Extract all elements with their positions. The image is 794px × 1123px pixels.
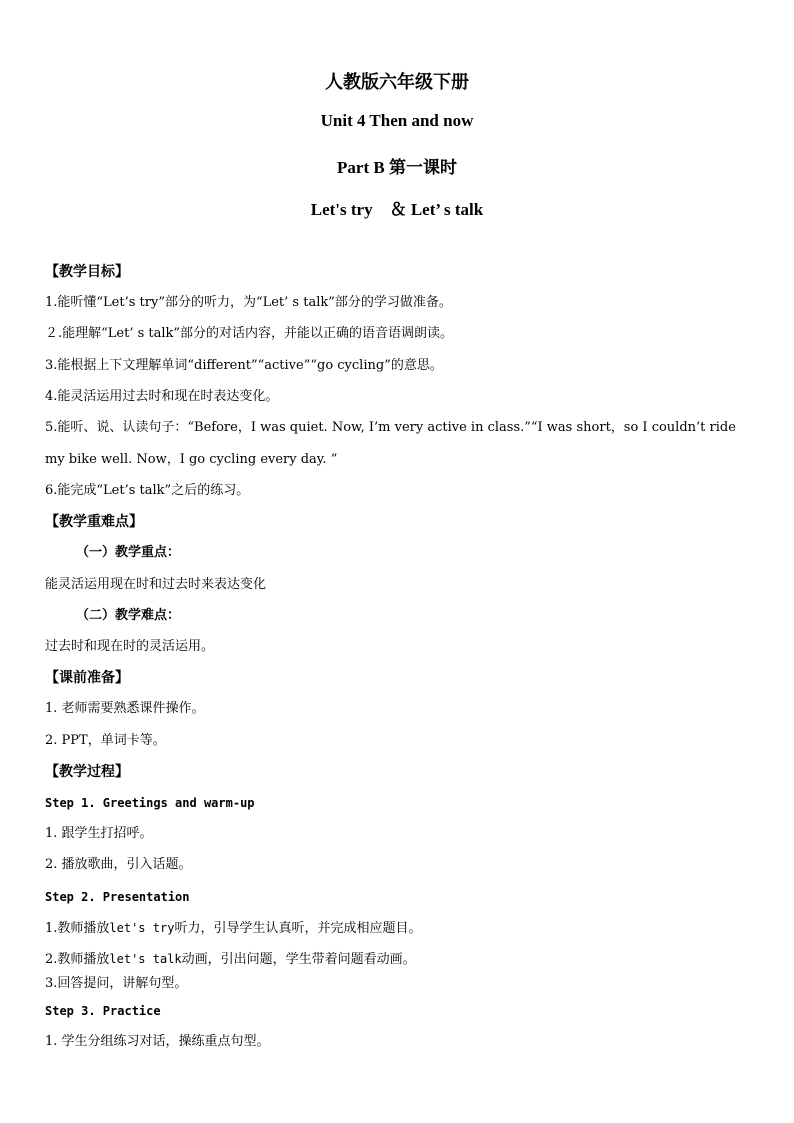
objectives-heading: 【教学目标】 <box>45 264 129 280</box>
document-title: 人教版六年级下册 <box>325 72 469 92</box>
lesson-title: Let's try ＆ Let’ s talk <box>310 200 484 219</box>
part-title: Part B 第一课时 <box>337 158 457 177</box>
focus-label: （一）教学重点： <box>76 545 181 560</box>
unit-title: Unit 4 Then and now <box>320 111 474 130</box>
preparation-item: 1. 老师需要熟悉课件操作。 <box>45 701 205 716</box>
step2-item1-code: let's try <box>109 921 175 935</box>
step2-item2-code: let's talk <box>109 952 182 966</box>
step3-item: 1. 学生分组练习对话，操练重点句型。 <box>45 1034 270 1049</box>
step2-title: Step 2. Presentation <box>45 890 190 904</box>
objective-item: 1.能听懂“Let’s try”部分的听力，为“Let’ s talk”部分的学习做准备。 <box>45 295 452 310</box>
key-points-heading: 【教学重难点】 <box>45 514 143 530</box>
focus-text: 能灵活运用现在时和过去时来表达变化 <box>45 577 267 592</box>
step3-title: Step 3. Practice <box>45 1004 161 1018</box>
difficulty-label: （二）教学难点： <box>76 608 181 623</box>
step2-item1-prefix: 1.教师播放 <box>45 921 110 936</box>
objective-item: 3.能根据上下文理解单词“different”“active”“go cycling”的意思。 <box>45 358 443 373</box>
objective-item: 4.能灵活运用过去时和现在时表达变化。 <box>45 389 279 404</box>
step1-item: 2. 播放歌曲，引入话题。 <box>45 857 192 872</box>
step1-item: 1. 跟学生打招呼。 <box>45 826 153 841</box>
step2-item1-suffix: 听力，引导学生认真听，并完成相应题目。 <box>174 921 422 936</box>
difficulty-text: 过去时和现在时的灵活运用。 <box>45 639 215 654</box>
objective-item: ２.能理解“Let’ s talk”部分的对话内容，并能以正确的语音语调朗读。 <box>45 326 454 341</box>
objective-item: 5.能听、说、认读句子：“Before，I was quiet. Now, I’m very active in class.”“I was short，so I couldn’t ride my bike well. Now，I go cycling every day. ” <box>45 420 736 467</box>
step2-item-3: 3.回答提问，讲解句型。 <box>45 976 188 991</box>
step2-item-2 <box>45 950 416 969</box>
step2-item-1 <box>45 919 421 938</box>
objective-item: 6.能完成“Let’s talk”之后的练习。 <box>45 483 250 498</box>
process-heading: 【教学过程】 <box>45 764 129 780</box>
preparation-heading: 【课前准备】 <box>45 670 129 686</box>
step2-item2-suffix: 动画，引出问题，学生带着问题看动画。 <box>181 952 416 967</box>
step1-title: Step 1. Greetings and warm-up <box>45 796 255 810</box>
preparation-item: 2. PPT，单词卡等。 <box>45 733 166 748</box>
step2-item2-prefix: 2.教师播放 <box>45 952 110 967</box>
